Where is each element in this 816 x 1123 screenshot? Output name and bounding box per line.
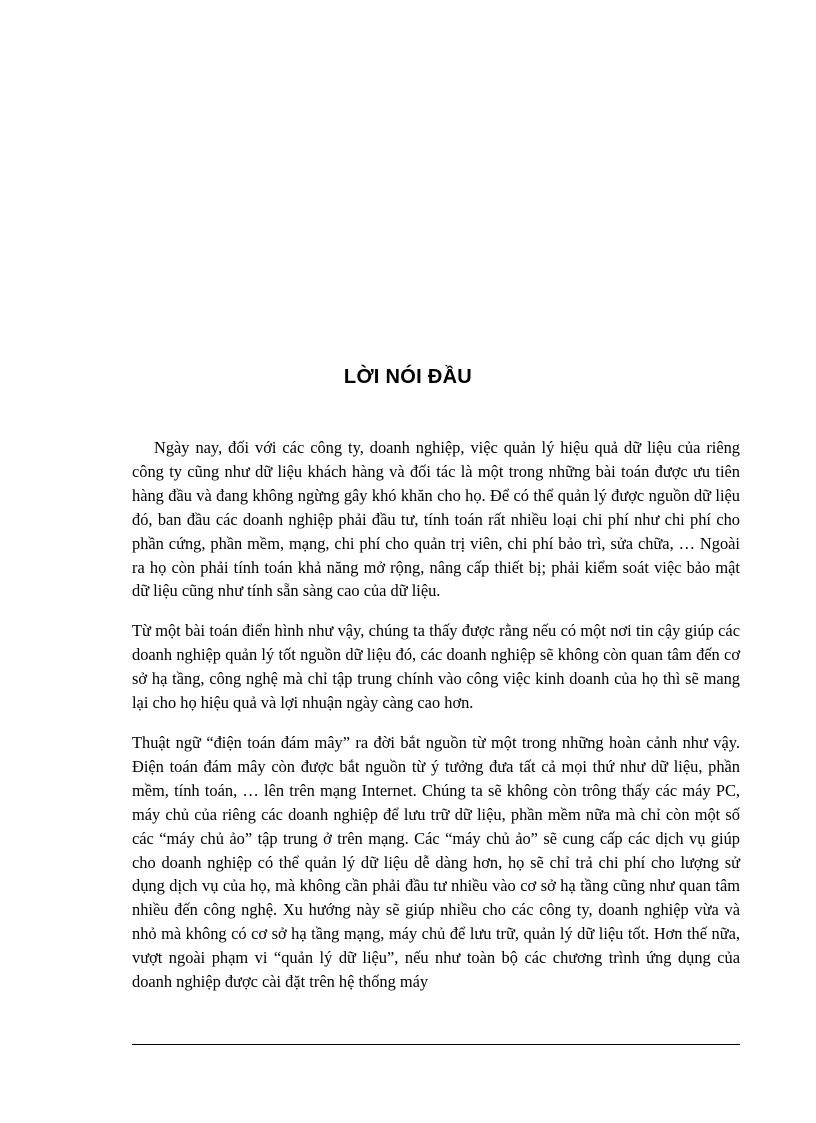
footer-divider: [132, 1044, 740, 1045]
body-text: [132, 436, 740, 1010]
paragraph-cloud-computing: Thuật ngữ “điện toán đám mây” ra đời bắt nguồn từ một trong những hoàn cảnh như vậy. Điện toán đám mây còn được bắt nguồn từ ý tưởng đưa tất cả mọi thứ như dữ liệu, phần mềm, tính toán, … lên trên mạng Internet. Chúng ta sẽ không còn trông thấy các máy PC, máy chủ của riêng các doanh nghiệp để lưu trữ dữ liệu, phần mềm nữa mà chỉ còn một số các “máy chủ ảo” tập trung ở trên mạng. Các “máy chủ ảo” sẽ cung cấp các dịch vụ giúp cho doanh nghiệp có thể quản lý dữ liệu dễ dàng hơn, họ sẽ chỉ trả chi phí cho lượng sử dụng dịch vụ của họ, mà không cần phải đầu tư nhiều vào cơ sở hạ tầng cũng như quan tâm nhiều đến công nghệ. Xu hướng này sẽ giúp nhiều cho các công ty, doanh nghiệp vừa và nhỏ mà không có cơ sở hạ tầng mạng, máy chủ để lưu trữ, quản lý dữ liệu tốt. Hơn thế nữa, vượt ngoài phạm vi “quản lý dữ liệu”, nếu như toàn bộ các chương trình ứng dụng của doanh nghiệp được cài đặt trên hệ thống máy: [132, 732, 740, 992]
paragraph-intro: Ngày nay, đối với các công ty, doanh nghiệp, việc quản lý hiệu quả dữ liệu của riêng công ty cũng như dữ liệu khách hàng và đối tác là một trong những bài toán được ưu tiên hàng đầu và đang không ngừng gây khó khăn cho họ. Để có thể quản lý được nguồn dữ liệu đó, ban đầu các doanh nghiệp phải đầu tư, tính toán rất nhiều loại chi phí như chi phí cho phần cứng, phần mềm, mạng, chi phí cho quản trị viên, chi phí bảo trì, sửa chữa, … Ngoài ra họ còn phải tính toán khả năng mở rộng, nâng cấp thiết bị; phải kiểm soát việc bảo mật dữ liệu cũng như tính sẵn sàng cao của dữ liệu.: [132, 438, 740, 601]
page-title: LỜI NÓI ĐẦU: [343, 366, 473, 388]
paragraph-problem: Từ một bài toán điển hình như vậy, chúng ta thấy được rằng nếu có một nơi tin cậy giúp các doanh nghiệp quản lý tốt nguồn dữ liệu đó, các doanh nghiệp sẽ không còn quan tâm đến cơ sở hạ tầng, công nghệ mà chỉ tập trung chính vào công việc kinh doanh của họ thì sẽ mang lại cho họ hiệu quả và lợi nhuận ngày càng cao hơn.: [132, 621, 740, 713]
